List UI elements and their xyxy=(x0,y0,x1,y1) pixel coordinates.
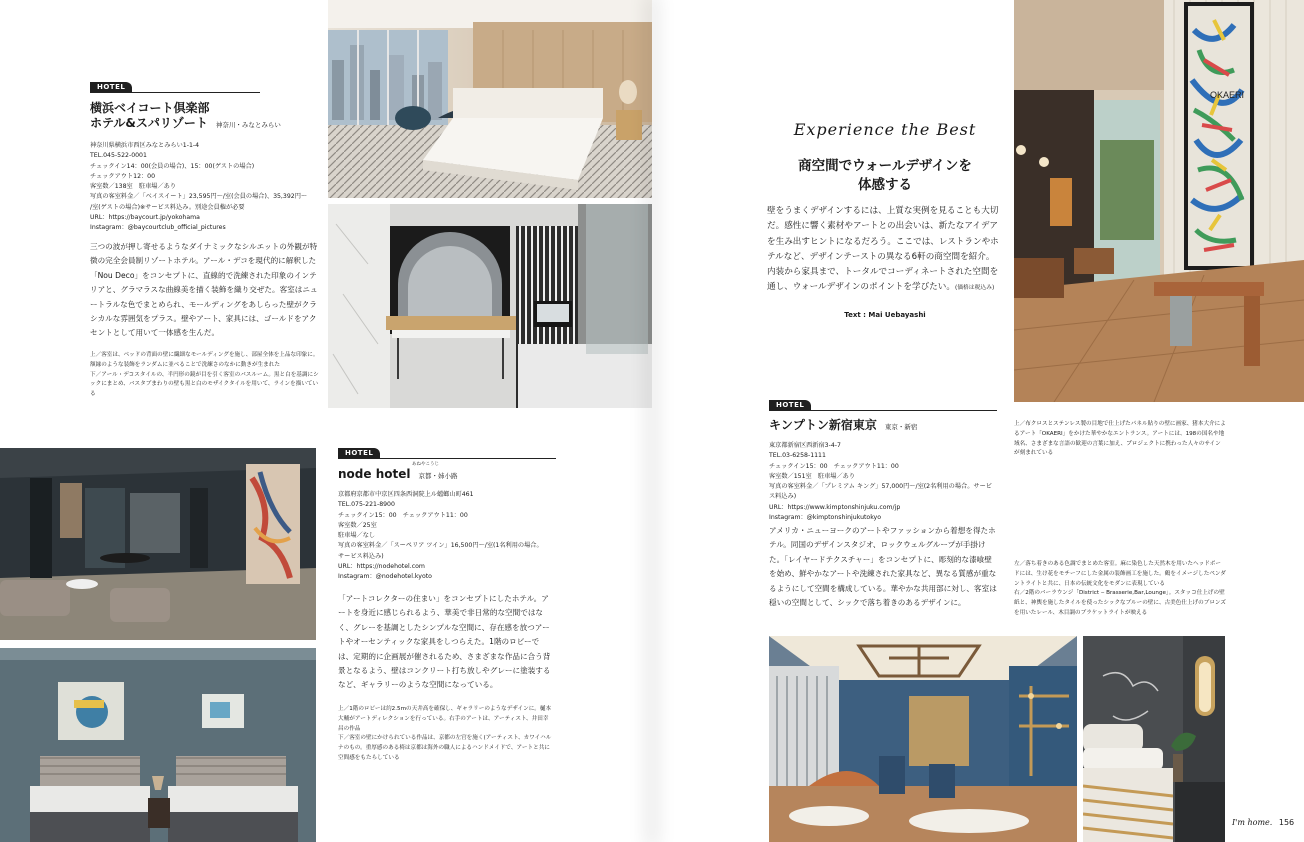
photo-node-room xyxy=(0,648,316,842)
photo-kimpton-entrance xyxy=(1014,0,1304,402)
photo-caption-kimpton-top: 上／布クロスとステンレス製の目地で仕上げたパネル貼りの壁に画家、猪本大介によるアート「OKAERI」をかけた華やかなエントランス。アートには、198の国名や地域名、さまざまな言語の歓迎の言葉に加え、プロジェクトに携わった人々のサインが刻まれている xyxy=(1014,421,1226,457)
photo-caption-kimpton-bottom: 左／落ち着きのある色調でまとめた客室。麻に染色した天然木を用いたヘッドボードには、生け花をモチーフにした金属の装飾画工を施した。鶴をイメージしたペンダントライトと共に、日本の伝統文化をモダンに表現している 右／2階のバーラウンジ「District ‒ Brasserie,Bar,Lounge」。スタッコ仕上げの壁紙と、神輿を施したタイルを使ったシックなブルーの壁に、古美色仕上げのブロンズを用いたレール、木目調のブラケットライトが映える xyxy=(1014,561,1226,616)
info-line: 写真の客室料金／「ベイスイート」23,595円～/室(会員の場合)、35,392円～ xyxy=(90,193,308,201)
photo-caption-baycourt: 上／客室は、ベッドの背面の壁に繊細なモールディングを施し、部屋全体を上品な印象に。額縁のような装飾をランダムに並べることで洗練さのなかに動きが生まれた 下／アール・デコスタイルの、半円形の鏡が目を引く客室のバスルーム。黒と白を基調にシックにまとめ、バスタブまわりの壁も黒と白のモザイクタイルを用いて、ラインを描いている xyxy=(90,352,319,398)
info-line: Instagram：@baycourtclub_official_pictures xyxy=(90,224,226,232)
feature-credit: Text : Mai Uebayashi xyxy=(844,311,926,319)
folio-page-number: 156 xyxy=(1278,818,1295,827)
info-line: 京都府京都市中京区四条西洞院上ル蟷螂山町461 xyxy=(338,491,474,498)
hotel-info-kimpton xyxy=(769,441,992,523)
info-line: 東京都新宿区西新宿3-4-7 xyxy=(769,442,841,449)
feature-kicker: Experience the Best xyxy=(793,120,977,139)
feature-lead-note: (価格は税込み) xyxy=(954,285,995,292)
info-line: TEL.075-221-8900 xyxy=(338,501,395,509)
info-line: TEL.03-6258-1111 xyxy=(769,452,826,460)
info-line: URL：https://www.kimptonshinjuku.com/jp xyxy=(769,503,901,511)
photo-kimpton-bar-lounge xyxy=(769,636,1077,842)
hotel-name-kimpton-text: キンプトン新宿東京 xyxy=(769,418,877,432)
info-line: 駐車場／なし xyxy=(338,532,376,540)
hotel-info-baycourt xyxy=(90,141,307,234)
photo-baycourt-bathroom xyxy=(328,204,652,408)
info-line: Instagram：@kimptonshinjukutokyo xyxy=(769,514,882,522)
info-line: 客室数／151室 駐車場／あり xyxy=(769,472,856,480)
feature-title-line1: 商空間でウォールデザインを xyxy=(798,158,972,174)
divider-baycourt xyxy=(90,92,260,93)
hotel-name-kimpton xyxy=(769,417,917,435)
info-line: ス料込み) xyxy=(769,493,797,501)
info-line: URL：https://nodehotel.com xyxy=(338,563,425,571)
hotel-name-baycourt-line2 xyxy=(90,115,281,133)
feature-title-line2: 体感する xyxy=(858,177,912,193)
photo-kimpton-room xyxy=(1083,636,1225,842)
info-line: TEL.045-522-0001 xyxy=(90,152,147,160)
info-line: チェックイン15：00 チェックアウト11：00 xyxy=(769,462,899,470)
info-line: 客室数／138室 駐車場／あり xyxy=(90,183,177,191)
hotel-location-kimpton: 東京・新宿 xyxy=(884,423,918,431)
info-line: Instagram：@nodehotel.kyoto xyxy=(338,573,432,581)
hotel-name-baycourt-line2-text: ホテル&スパリゾート xyxy=(90,116,208,130)
info-line: 写真の客室料金／「スーペリア ツイン」16,500円～/室(1名利用の場合。 xyxy=(338,542,543,550)
hotel-tag-node: HOTEL xyxy=(338,448,380,458)
hotel-name-node xyxy=(338,466,457,484)
folio-brand: I'm home. xyxy=(1232,818,1273,827)
info-line: サービス料込み) xyxy=(338,552,384,560)
hotel-tag-kimpton: HOTEL xyxy=(769,400,811,410)
info-line: 写真の客室料金／「プレミアム キング」57,000円～/室(2名利用の場合。サービ xyxy=(769,483,992,491)
divider-node xyxy=(338,458,556,459)
hotel-name-node-text: node hotel xyxy=(338,467,411,481)
hotel-location-baycourt: 神奈川・みなとみらい xyxy=(215,121,281,129)
feature-lead xyxy=(767,204,999,297)
folio xyxy=(1232,818,1294,827)
hotel-tag-baycourt: HOTEL xyxy=(90,82,132,92)
info-line: URL：https://baycourt.jp/yokohama xyxy=(90,214,200,222)
divider-kimpton xyxy=(769,410,997,411)
info-line: チェックアウト12：00 xyxy=(90,172,156,180)
photo-baycourt-bedroom xyxy=(328,0,652,198)
hotel-body-baycourt: 三つの波が押し寄せるようなダイナミックなシルエットの外観が特徴の完全会員制リゾートホテル。アール・デコを現代的に解釈した「Nou Deco」をコンセプトに、直線的で洗練された印象のインテリアと、グラマラスな曲線美を描く装飾を織り交ぜた。客室はニュートラルな色でまとめられ、モールディングをあしらった壁がクラシカルな雰囲気をプラス。壁やアート、家具には、ゴールドをアクセントとして用いて一体感を生んだ。 xyxy=(90,242,318,338)
photo-caption-node: 上／1階のロビーは約2.5mの天井高を確保し、ギャラリーのようなデザインに。樋本大輔がアートディレクションを行っている。右手のアートは、アーティスト、井田幸昌の作品 下／客室の壁にかけられている作品は、京都の左官を施く(アーティスト、カワイハルナのもの。重厚感のある椅は京都は海外の職人によるハンドメイドで、アートと共に空間感をもたらしている xyxy=(338,706,552,761)
hotel-body-node: 「アートコレクターの住まい」をコンセプトにしたホテル。アートを身近に感じられるよう、華美で非日常的な空間ではなく、グレーを基調としたシンプルな空間に、存在感を放つアートやオーセンティックな家具をしつらえた。1階のロビーでは、定期的に企画展が催されるため、さまざまな作品に合う背景となるよう、壁はコンクリート打ち放しやグレーに塗装するなど、ギャラリーのような空間になっている。 xyxy=(338,594,551,690)
hotel-info-node xyxy=(338,490,543,583)
info-line: 客室数／25室 xyxy=(338,521,377,529)
info-line: 神奈川県横浜市西区みなとみらい1-1-4 xyxy=(90,142,200,149)
info-line: チェックイン15：00 チェックアウト11：00 xyxy=(338,511,468,519)
feature-lead-text: 壁をうまくデザインするには、上質な実例を見ることも大切だ。感性に響く素材やアートとの出会いは、新たなアイデアを生み出すヒントになるだろう。ここでは、レストランやホテルなど、デザインテーストの異なる6軒の商空間を紹介。内装から家具まで、トータルでコーディネートされた空間を通し、ウォールデザインのポイントを学びたい。 xyxy=(767,206,999,293)
photo-node-lobby xyxy=(0,448,316,640)
hotel-body-kimpton: アメリカ・ニューヨークのアートやファッションから着想を得たホテル。同国のデザインスタジオ、ロックウェルグループが手掛けた。「レイヤードテクスチャー」をコンセプトに、彫刻的な漆喰壁を始め、鮮やかなアートや洗練された家具など、異なる質感が重なるようにして空間を構成している。華やかな共用部に対し、客室は穏いの空間として、シックで落ち着きのあるデザインに。 xyxy=(769,526,997,608)
info-line: /室(ゲストの場合)※サービス料込み。別途会員権が必要 xyxy=(90,203,245,211)
info-line: チェックイン14：00(会員の場合)、15：00(ゲストの場合) xyxy=(90,162,255,170)
hotel-ruby-node: あねやこうじ xyxy=(412,462,439,467)
art-okaeri-label: OKAERI xyxy=(1210,90,1245,100)
hotel-name-baycourt-line1: 横浜ベイコート倶楽部 xyxy=(90,101,210,115)
hotel-location-node: 京都・姉小路 xyxy=(418,472,458,480)
